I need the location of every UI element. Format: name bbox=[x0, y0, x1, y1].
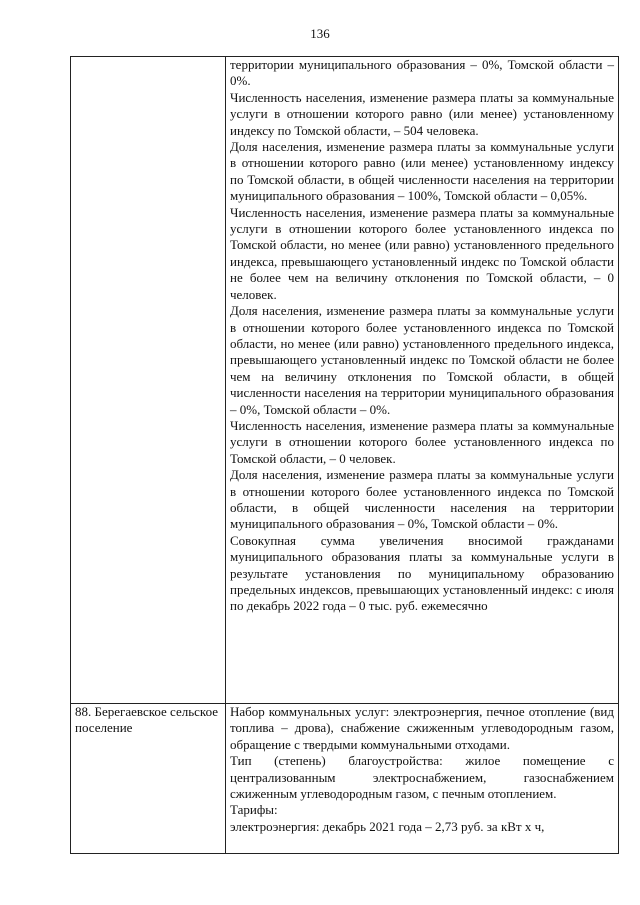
paragraph: Численность населения, изменение размера платы за коммунальные услуги в отношении которого более установленного индекса по Томской области, но менее (или равно) установленного предельного индекса, превышающего установленный индекс по Томской области не более чем на величину отклонения по Томской области, – 0 человек. bbox=[230, 204, 614, 302]
paragraph: Тип (степень) благоустройства: жилое помещение с централизованным электроснабжением, газоснабжением сжиженным углеводородным газом, с печным отоплением. bbox=[230, 753, 614, 802]
paragraph: Набор коммунальных услуг: электроэнергия, печное отопление (вид топлива – дрова), снабжение сжиженным углеводородным газом, обращение с твердыми коммунальными отходами. bbox=[230, 704, 614, 752]
table-row bbox=[71, 704, 619, 854]
paragraph: Тарифы: bbox=[230, 802, 278, 818]
paragraph: Совокупная сумма увеличения вносимой гражданами муниципального образования платы за коммунальные услуги в результате установления по муниципальному образованию предельных индексов, превышающих установленный индекс: с июля по декабрь 2022 года – 0 тыс. руб. ежемесячно bbox=[230, 532, 614, 614]
municipality-name-cell bbox=[71, 57, 226, 704]
paragraph: Доля населения, изменение размера платы за коммунальные услуги в отношении которого более установленного индекса по Томской области, но менее (или равно) установленного предельного индекса, превышающего установленный индекс по Томской области не более чем на величину отклонения по Томской области, в общей численности населения на территории муниципального образования – 0%, Томской области – 0%. bbox=[230, 303, 614, 417]
table-row bbox=[71, 57, 619, 704]
page-number: 136 bbox=[310, 26, 330, 41]
paragraph: электроэнергия: декабрь 2021 года – 2,73 руб. за кВт х ч, bbox=[230, 818, 545, 834]
municipality-table bbox=[70, 56, 619, 854]
description-cell bbox=[226, 704, 619, 854]
paragraph: Доля населения, изменение размера платы за коммунальные услуги в отношении которого равно (или менее) установленному индексу по Томской области, в общей численности населения на территории муниципального образования – 100%, Томской области – 0,05%. bbox=[230, 139, 614, 204]
municipality-name-cell: 88. Берегаевское сельское поселение bbox=[71, 704, 226, 854]
paragraph: территории муниципального образования – 0%, Томской области – 0%. bbox=[230, 57, 614, 89]
paragraph: Доля населения, изменение размера платы за коммунальные услуги в отношении которого более установленного индекса по Томской области, в общей численности населения на территории муниципального образования – 0%, Томской области – 0%. bbox=[230, 467, 614, 532]
paragraph: Численность населения, изменение размера платы за коммунальные услуги в отношении которого более установленного индекса по Томской области, – 0 человек. bbox=[230, 417, 614, 466]
description-cell bbox=[226, 57, 619, 704]
paragraph: Численность населения, изменение размера платы за коммунальные услуги в отношении которого равно (или менее) установленному индексу по Томской области, – 504 человека. bbox=[230, 89, 614, 138]
